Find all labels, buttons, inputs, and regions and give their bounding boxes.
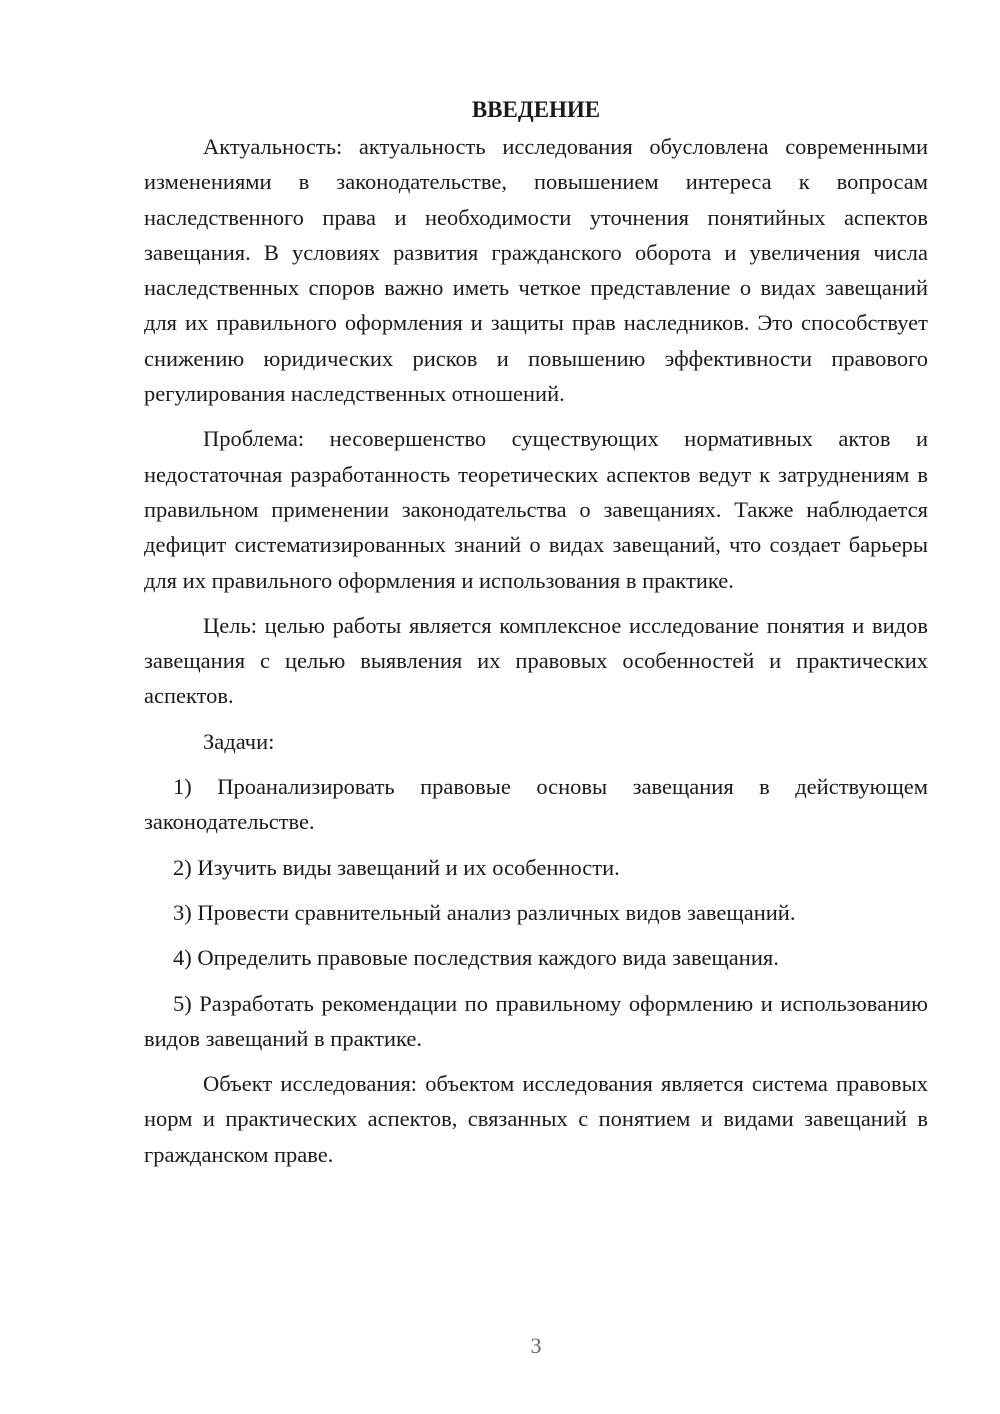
goal-paragraph: Цель: целью работы является комплексное исследование понятия и видов завещания с целью выявления их правовых особенностей и практических аспектов. bbox=[144, 612, 928, 709]
task-item: 3) Провести сравнительный анализ различных видов завещаний. bbox=[173, 899, 796, 925]
page-title: ВВЕДЕНИЕ bbox=[471, 97, 601, 122]
task-item: 4) Определить правовые последствия каждого вида завещания. bbox=[173, 945, 779, 971]
problem-paragraph: Проблема: несовершенство существующих нормативных актов и недостаточная разработанность теоретических аспектов ведут к затруднениям в правильном применении законодательства о завещаниях. Также наблюдается дефицит систематизированных знаний о видах завещаний, что создает барьеры для их правильного оформления и использования в практике. bbox=[144, 426, 928, 593]
task-item: 5) Разработать рекомендации по правильному оформлению и использованию видов завещаний в практике. bbox=[144, 990, 928, 1051]
task-item: 2) Изучить виды завещаний и их особенности. bbox=[173, 854, 620, 880]
tasks-heading: Задачи: bbox=[203, 728, 275, 754]
page-number: 3 bbox=[530, 1333, 542, 1358]
object-paragraph: Объект исследования: объектом исследования является система правовых норм и практических аспектов, связанных с понятием и видами завещаний в гражданском праве. bbox=[144, 1071, 928, 1167]
relevance-paragraph: Актуальность: актуальность исследования обусловлена современными изменениями в законодательстве, повышением интереса к вопросам наследственного права и необходимости уточнения понятийных аспектов завещания. В условиях развития гражданского оборота и увеличения числа наследственных споров важно иметь четкое представление о видах завещаний для их правильного оформления и защиты прав наследников. Это способствует снижению юридических рисков и повышению эффективности правового регулирования наследственных отношений. bbox=[144, 134, 928, 407]
document-page bbox=[144, 95, 928, 1182]
task-item: 1) Проанализировать правовые основы завещания в действующем законодательстве. bbox=[144, 774, 928, 835]
